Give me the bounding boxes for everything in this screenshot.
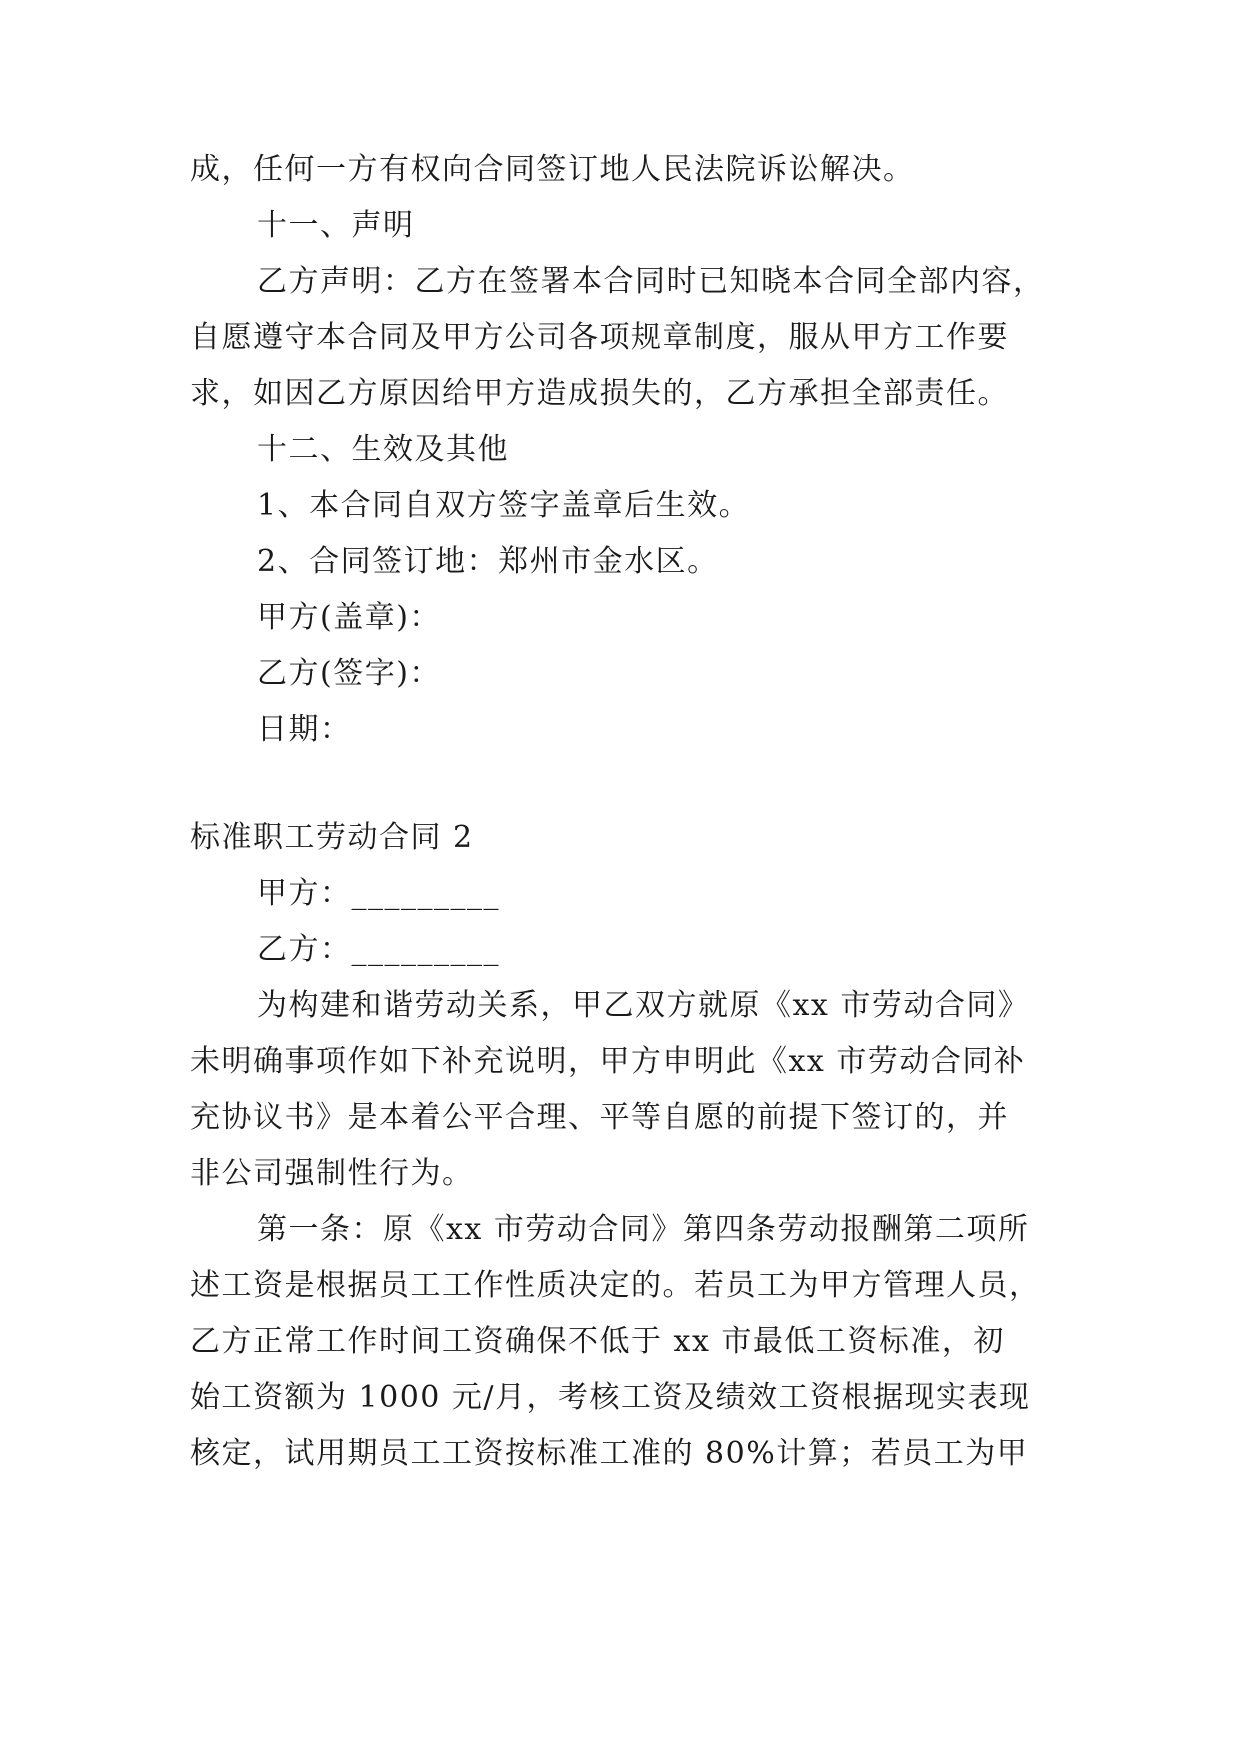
- paragraph-line: 充协议书》是本着公平合理、平等自愿的前提下签订的，并: [190, 1100, 1009, 1135]
- paragraph-line: 为构建和谐劳动关系，甲乙双方就原《xx 市劳动合同》: [257, 988, 1030, 1023]
- paragraph-line: 述工资是根据员工工作性质决定的。若员工为甲方管理人员，: [190, 1268, 1041, 1303]
- signature-field-party-a: 甲方(盖章)：: [257, 600, 441, 635]
- paragraph-line: 乙方正常工作时间工资确保不低于 xx 市最低工资标准，初: [190, 1324, 1005, 1359]
- paragraph-line: 始工资额为 1000 元/月，考核工资及绩效工资根据现实表现: [190, 1380, 1031, 1415]
- paragraph-line: 自愿遵守本合同及甲方公司各项规章制度，服从甲方工作要: [190, 320, 1009, 355]
- section-heading: 十二、生效及其他: [257, 432, 509, 467]
- list-item: 2、合同签订地：郑州市金水区。: [257, 544, 719, 579]
- paragraph-line: 求，如因乙方原因给甲方造成损失的，乙方承担全部责任。: [190, 376, 1009, 411]
- signature-field-party-b: 乙方(签字)：: [257, 656, 441, 691]
- document-title: 标准职工劳动合同 2: [190, 820, 474, 855]
- paragraph-line: 成，任何一方有权向合同签订地人民法院诉讼解决。: [190, 152, 915, 187]
- date-field: 日期：: [257, 712, 352, 747]
- section-heading: 十一、声明: [257, 208, 415, 243]
- party-b-field: 乙方：_________: [257, 932, 500, 967]
- party-a-field: 甲方：_________: [257, 876, 500, 911]
- paragraph-line: 第一条：原《xx 市劳动合同》第四条劳动报酬第二项所: [257, 1212, 1030, 1247]
- list-item: 1、本合同自双方签字盖章后生效。: [257, 488, 751, 523]
- paragraph-line: 核定，试用期员工工资按标准工准的 80%计算；若员工为甲: [190, 1436, 1029, 1471]
- paragraph-line: 未明确事项作如下补充说明，甲方申明此《xx 市劳动合同补: [190, 1044, 1026, 1079]
- paragraph-line: 非公司强制性行为。: [190, 1156, 474, 1191]
- paragraph-line: 乙方声明：乙方在签署本合同时已知晓本合同全部内容，: [257, 264, 1045, 299]
